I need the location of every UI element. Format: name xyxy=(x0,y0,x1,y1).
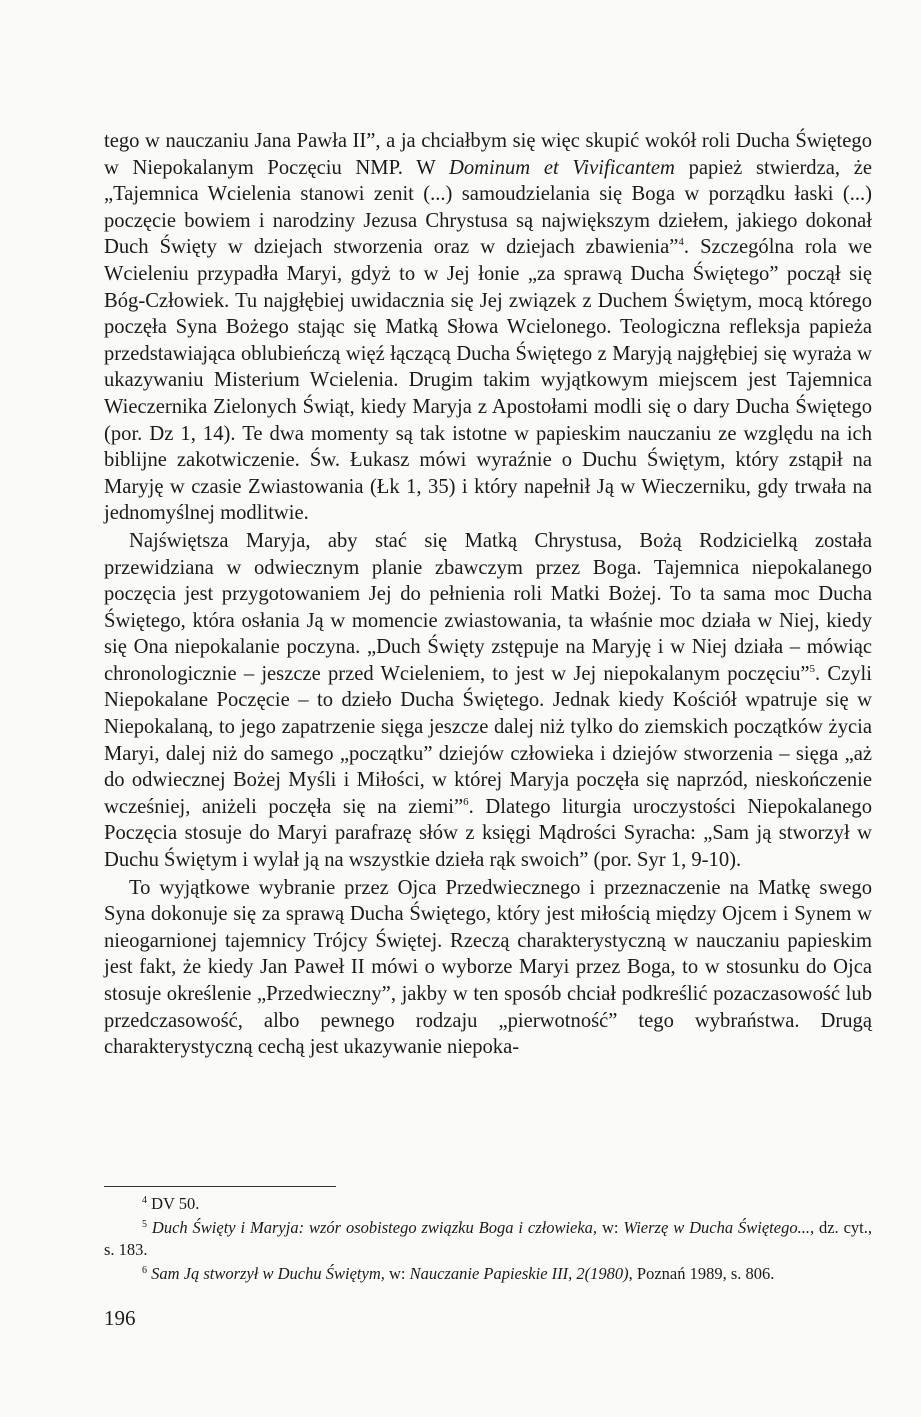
text-run: . Szczególna rola we Wcieleniu przypadła Maryi, gdyż to w Jej łonie „za sprawą Ducha Świętego” począł się Bóg-Człowiek. Tu najgłębiej uwidacznia się Jej związek z Duchem Świętym, mocą którego poczęła Syna Bożego stając się Matką Słowa Wcielonego. Teologiczna refleksja papieża przedstawiająca oblubieńczą więź łączącą Ducha Świętego z Maryją najgłębiej się wyraża w ukazywaniu Misterium Wcielenia. Drugim takim wyjątkowym miejscem jest Tajemnica Wieczernika Zielonych Świąt, kiedy Maryja z Apostołami modli się o dary Ducha Świętego (por. Dz 1, 14). Te dwa momenty są tak istotne w papieskim nauczaniu ze względu na ich biblijne zakotwiczenie. Św. Łukasz mówi wyraźnie o Duchu Świętym, który zstąpił na Maryję w czasie Zwiastowania (Łk 1, 35) i który napełnił Ją w Wieczerniku, gdy trwała na jednomyślnej modlitwie. xyxy=(104,236,872,525)
footnote-marker: 5 xyxy=(809,662,816,675)
footnote-marker: 4 xyxy=(678,236,684,249)
footnote-marker: 4 xyxy=(142,1195,147,1206)
footnote-marker: 5 xyxy=(142,1219,147,1230)
text-run: DV 50. xyxy=(147,1194,200,1213)
footnote-marker: 6 xyxy=(142,1265,147,1276)
text-run: . Dlatego liturgia uroczystości Niepokalanego Poczęcia stosuje do Maryi parafrazę słów z księgi Mądrości Syracha: „Sam ją stworzył w Duchu Świętym i wylał ją na wszystkie dzieła rąk swoich” (por. Syr 1, 9-10). xyxy=(104,795,872,872)
footnotes xyxy=(104,1193,872,1287)
italic-text: Wierzę w Ducha Świętego... xyxy=(623,1218,810,1237)
text-run: . Czyli Niepokalane Poczęcie – to dzieło Ducha Świętego. Jednak kiedy Kościół wpatruje się w Niepokalaną, to jego zapatrzenie sięga jeszcze dalej niż tylko do ziemskich początków życia Maryi, dalej niż do samego „początku” dziejów człowieka i dziejów stworzenia – sięga „aż do odwiecznej Bożej Myśli i Miłości, w której Maryja poczęła się naprzód, nieskończenie wcześniej, aniżeli poczęła się na ziemi” xyxy=(104,662,872,818)
italic-text: Nauczanie Papieskie III, 2(1980) xyxy=(409,1264,629,1283)
footnote-separator xyxy=(104,1186,336,1187)
paragraph xyxy=(104,875,872,1061)
paragraph xyxy=(104,528,872,874)
page-number: 196 xyxy=(104,1306,136,1330)
paragraph xyxy=(104,128,872,527)
text-run: w: xyxy=(597,1218,624,1237)
text-run: , Poznań 1989, s. 806. xyxy=(628,1264,775,1283)
footnote xyxy=(104,1217,872,1261)
italic-text: Dominum et Vivificantem xyxy=(448,156,675,179)
footnote xyxy=(104,1263,872,1285)
footnote xyxy=(104,1193,872,1215)
text-run: papież stwierdza, że „Tajemnica Wcielenia stanowi zenit (...) samoudzielania się Boga w porządku łaski (...) poczęcie bowiem i narodziny Jezusa Chrystusa są największym dziełem, jakiego dokonał Duch Święty w dziejach stworzenia oraz w dziejach zbawienia” xyxy=(104,156,872,259)
italic-text: Duch Święty i Maryja: wzór osobistego związku Boga i człowieka, xyxy=(151,1218,598,1237)
text-run: w: xyxy=(384,1264,410,1283)
body-text xyxy=(104,128,872,1061)
text-run: To wyjątkowe wybranie przez Ojca Przedwiecznego i przeznaczenie na Matkę swego Syna dokonuje się za sprawą Ducha Świętego, który jest miłością między Ojcem i Synem w nieogarnionej tajemnicy Trójcy Świętej. Rzeczą charakterystyczną w nauczaniu papieskim jest fakt, że kiedy Jan Paweł II mówi o wyborze Maryi przez Boga, to w stosunku do Ojca stosuje określenie „Przedwieczny”, jakby w ten sposób chciał podkreślić pozaczasowość lub przedczasowość, albo pewnego rodzaju „pierwotność” tego wybraństwa. Drugą charakterystyczną cechą jest ukazywanie niepoka- xyxy=(104,876,872,1059)
text-run: Najświętsza Maryja, aby stać się Matką Chrystusa, Bożą Rodzicielką została przewidziana w odwiecznym planie zbawczym przez Boga. Tajemnica niepokalanego poczęcia jest przygotowaniem Jej do pełnienia roli Matki Bożej. To ta sama moc Ducha Świętego, która osłania Ją w momencie zwiastowania, ta właśnie moc działa w Niej, kiedy się Ona niepokalanie poczyna. „Duch Święty zstępuje na Maryję i w Niej działa – mówiąc chronologicznie – jeszcze przed Wcieleniem, to jest w Jej niepokalanym poczęciu” xyxy=(104,529,872,685)
footnote-marker: 6 xyxy=(463,795,469,808)
text-run: , dz. cyt., s. 183. xyxy=(104,1218,872,1259)
italic-text: Sam Ją stworzył w Duchu Świętym, xyxy=(151,1264,385,1283)
text-run: tego w nauczaniu Jana Pawła II”, a ja chciałbym się więc skupić wokół roli Ducha Świętego w Niepokalanym Poczęciu NMP. W xyxy=(104,130,872,179)
